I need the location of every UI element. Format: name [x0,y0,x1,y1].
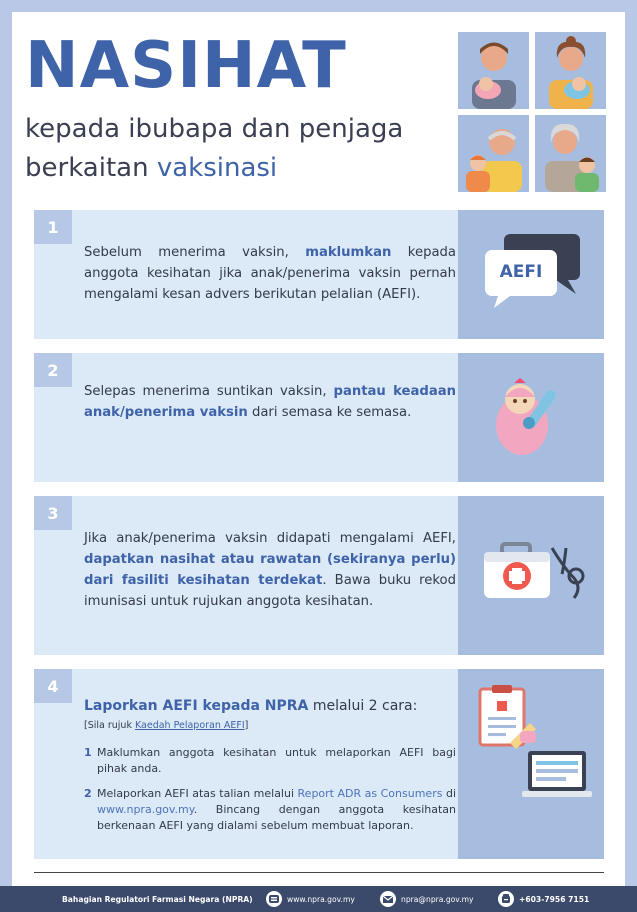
footer-phone: +603-7956 7151 [519,894,590,904]
footer-divider [34,872,604,873]
aefi-speech-bubble-icon: AEFI [499,262,543,282]
card-text: Sebelum menerima vaksin, maklumkan kepada anggota kesihatan jika anak/penerima vaksin pernah mengalami kesan advers berikutan pelalian (AEFI). [84,245,456,302]
report-option-1: 1 Maklumkan anggota kesihatan untuk melaporkan AEFI bagi pihak anda. [84,746,456,775]
globe-icon [266,891,282,907]
page-title: NASIHAT [25,29,347,103]
card-number: 4 [34,669,72,703]
advice-card-3 [34,496,604,655]
report-adr-link[interactable]: Report ADR as Consumers [297,787,443,800]
organization-name: Bahagian Regulatori Farmasi Negara (NPRA) [62,894,253,904]
medical-kit-stethoscope-icon [458,496,604,655]
email-icon [380,891,396,907]
father-baby-illustration [458,32,529,109]
subtitle-line1: kepada ibubapa dan penjaga [25,114,404,144]
reference-note: [Sila rujuk Kaedah Pelaporan AEFI] [84,720,249,731]
advice-card-2 [34,353,604,482]
card-text: Selepas menerima suntikan vaksin, pantau keadaan anak/penerima vaksin dari semasa ke semasa. [84,384,457,420]
card-number: 2 [34,353,72,387]
subtitle-line2 [25,153,277,184]
card-number: 3 [34,496,72,530]
advice-card-1 [34,210,604,339]
reporting-method-link[interactable]: Kaedah Pelaporan AEFI [134,720,245,731]
card-text: Jika anak/penerima vaksin didapati mengalami AEFI, dapatkan nasihat atau rawatan (sekiranya perlu) dari fasiliti kesihatan terdekat. Bawa buku rekod imunisasi untuk rujukan anggota kesihatan. [84,531,456,609]
report-heading: Laporkan AEFI kepada NPRA melalui 2 cara: [84,698,418,714]
npra-website-link[interactable]: www.npra.gov.my [97,803,194,816]
advice-card-4 [34,669,604,859]
subtitle-highlight: vaksinasi [156,153,278,183]
grandfather-child-illustration [458,115,529,192]
report-form-laptop-icon [458,669,604,859]
footer-website[interactable]: www.npra.gov.my [287,894,355,904]
baby-thermometer-icon [458,353,604,482]
card-number: 1 [34,210,72,244]
subtitle-line2-pre: berkaitan [25,153,157,183]
report-option-2: 2 Melaporkan AEFI atas talian melalui Report ADR as Consumers di www.npra.gov.my. Bincang dengan anggota kesihatan berkenaan AEFI yang dialami sebelum membuat laporan. [84,787,456,832]
footer-bar [0,886,637,912]
family-illustrations [458,32,606,192]
grandmother-child-illustration [535,115,606,192]
phone-icon [498,891,514,907]
card-illustration [458,210,604,339]
mother-baby-illustration [535,32,606,109]
footer-email[interactable]: npra@npra.gov.my [401,894,474,904]
